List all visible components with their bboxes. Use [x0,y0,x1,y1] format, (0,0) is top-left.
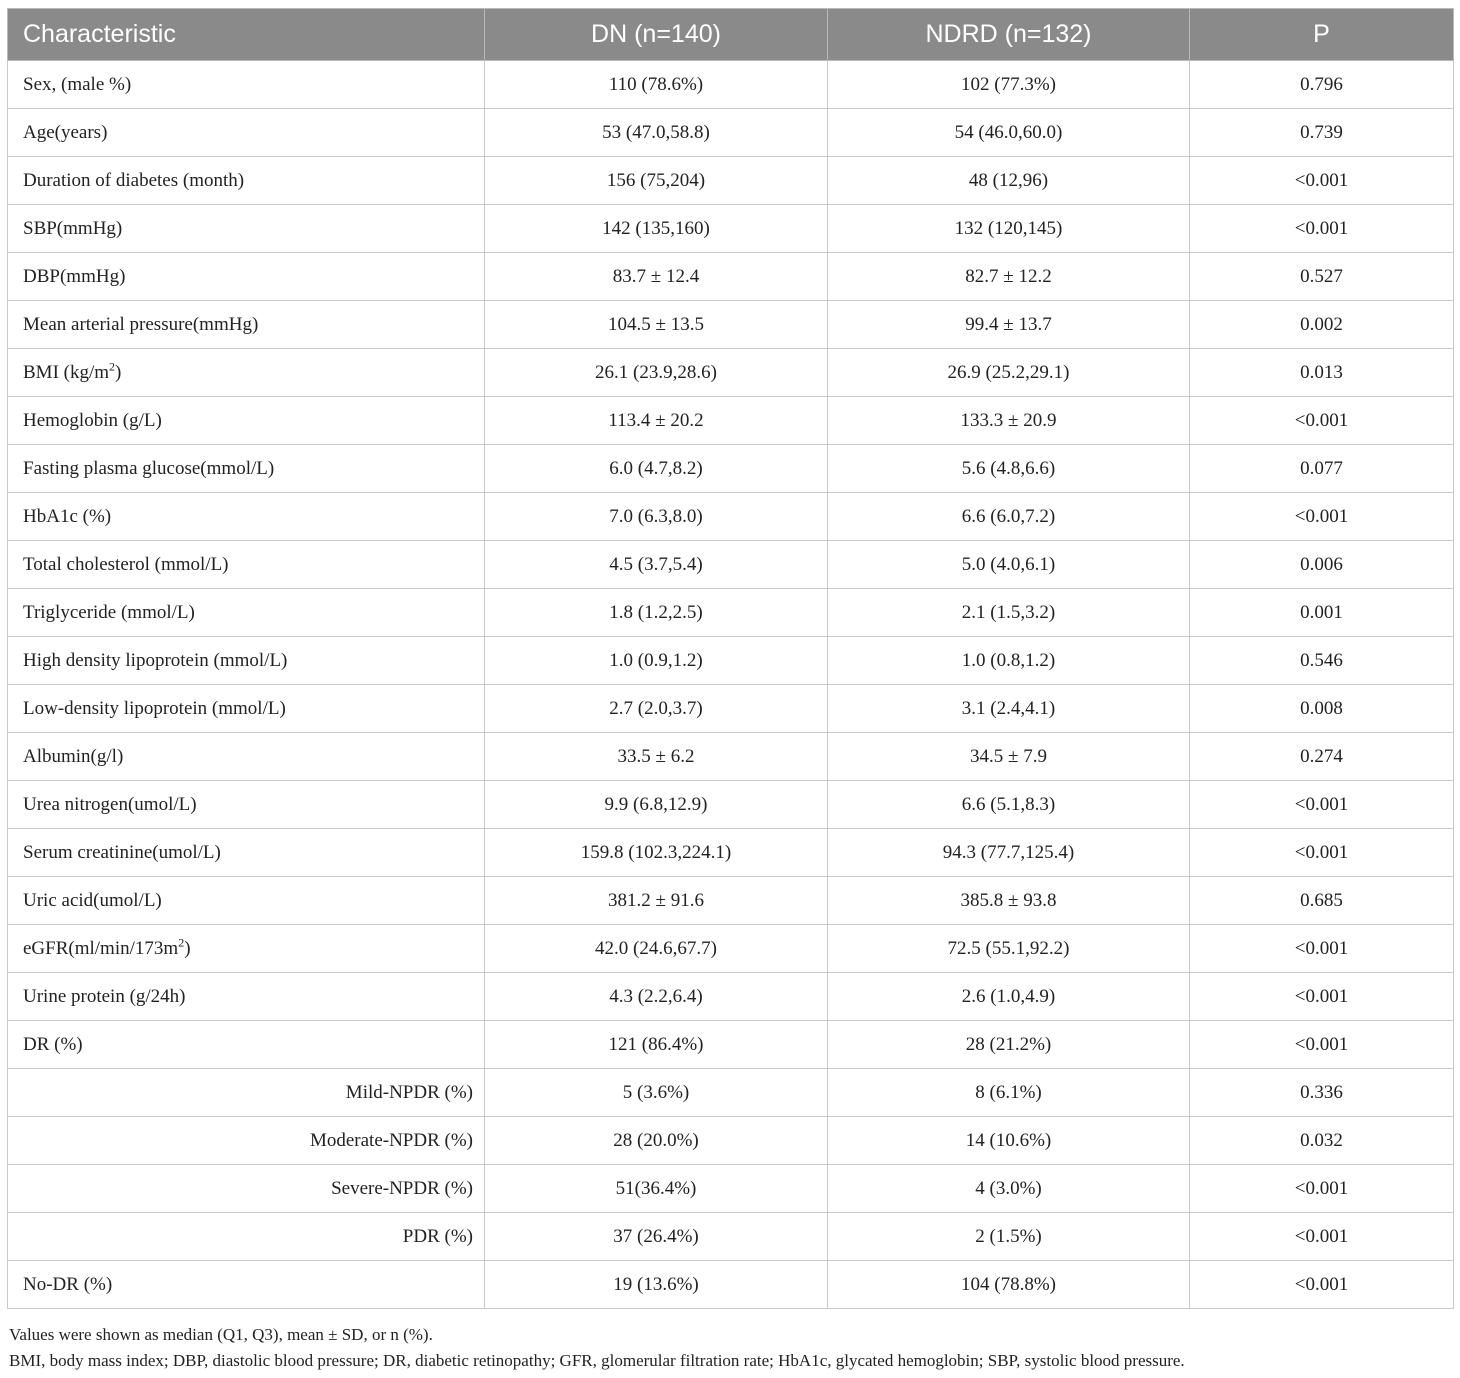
dn-value-cell: 104.5 ± 13.5 [485,301,828,349]
table-row [8,445,1454,493]
dn-value-cell: 83.7 ± 12.4 [485,253,828,301]
characteristic-cell [8,541,485,589]
table-header [8,9,1454,61]
characteristic-label: Urea nitrogen(umol/L) [23,793,197,815]
characteristic-label: Severe-NPDR (%) [331,1177,473,1199]
characteristic-label: Albumin(g/l) [23,745,124,767]
characteristic-label: SBP(mmHg) [23,217,123,239]
table-body [8,61,1454,1309]
dn-value-cell: 4.3 (2.2,6.4) [485,973,828,1021]
table-row [8,1261,1454,1309]
table-row [8,61,1454,109]
table-row [8,109,1454,157]
table-row [8,1213,1454,1261]
characteristic-label: High density lipoprotein (mmol/L) [23,649,288,671]
characteristic-cell [8,61,485,109]
p-value-cell: 0.796 [1190,61,1454,109]
p-value-cell: <0.001 [1190,1021,1454,1069]
ndrd-value-cell: 104 (78.8%) [828,1261,1190,1309]
table-row [8,301,1454,349]
p-value-cell: <0.001 [1190,205,1454,253]
dn-value-cell: 33.5 ± 6.2 [485,733,828,781]
characteristic-label: Mean arterial pressure(mmHg) [23,313,259,335]
dn-value-cell: 28 (20.0%) [485,1117,828,1165]
table-row [8,205,1454,253]
table-row [8,1021,1454,1069]
ndrd-value-cell: 14 (10.6%) [828,1117,1190,1165]
table-row [8,973,1454,1021]
characteristic-label: No-DR (%) [23,1273,113,1295]
p-value-cell: <0.001 [1190,973,1454,1021]
p-value-cell: <0.001 [1190,493,1454,541]
ndrd-value-cell: 26.9 (25.2,29.1) [828,349,1190,397]
characteristic-cell [8,1165,485,1213]
characteristic-label: Uric acid(umol/L) [23,889,162,911]
characteristic-cell [8,589,485,637]
superscript: 2 [178,935,185,950]
dn-value-cell: 1.0 (0.9,1.2) [485,637,828,685]
characteristic-cell [8,493,485,541]
ndrd-value-cell: 8 (6.1%) [828,1069,1190,1117]
p-value-cell: 0.002 [1190,301,1454,349]
characteristic-cell [8,301,485,349]
p-value-cell: <0.001 [1190,925,1454,973]
characteristic-label: BMI (kg/m [23,361,110,383]
dn-value-cell: 9.9 (6.8,12.9) [485,781,828,829]
dn-value-cell: 156 (75,204) [485,157,828,205]
table-row [8,541,1454,589]
table-row [8,877,1454,925]
p-value-cell: <0.001 [1190,397,1454,445]
table-row [8,685,1454,733]
dn-value-cell: 26.1 (23.9,28.6) [485,349,828,397]
characteristic-label-suffix: ) [184,937,191,959]
ndrd-value-cell: 2 (1.5%) [828,1213,1190,1261]
characteristic-cell [8,637,485,685]
characteristic-cell [8,1021,485,1069]
table-row [8,589,1454,637]
p-value-cell: <0.001 [1190,1165,1454,1213]
characteristic-cell [8,685,485,733]
characteristic-cell [8,781,485,829]
footnote-values: Values were shown as median (Q1, Q3), mean ± SD, or n (%). [9,1325,433,1344]
ndrd-value-cell: 34.5 ± 7.9 [828,733,1190,781]
characteristic-cell [8,1069,485,1117]
table-row [8,1117,1454,1165]
ndrd-value-cell: 132 (120,145) [828,205,1190,253]
table-row [8,829,1454,877]
dn-value-cell: 381.2 ± 91.6 [485,877,828,925]
characteristic-label: PDR (%) [402,1225,473,1247]
dn-value-cell: 4.5 (3.7,5.4) [485,541,828,589]
p-value-cell: 0.336 [1190,1069,1454,1117]
characteristics-table-container [7,8,1453,1309]
ndrd-value-cell: 5.0 (4.0,6.1) [828,541,1190,589]
dn-value-cell: 53 (47.0,58.8) [485,109,828,157]
dn-value-cell: 19 (13.6%) [485,1261,828,1309]
characteristic-cell [8,973,485,1021]
characteristic-label: Hemoglobin (g/L) [23,409,162,431]
dn-value-cell: 5 (3.6%) [485,1069,828,1117]
p-value-cell: 0.032 [1190,1117,1454,1165]
ndrd-value-cell: 5.6 (4.8,6.6) [828,445,1190,493]
p-value-cell: <0.001 [1190,157,1454,205]
p-value-cell: 0.013 [1190,349,1454,397]
header-dn: DN (n=140) [485,9,828,61]
ndrd-value-cell: 2.1 (1.5,3.2) [828,589,1190,637]
table-row [8,925,1454,973]
ndrd-value-cell: 2.6 (1.0,4.9) [828,973,1190,1021]
ndrd-value-cell: 102 (77.3%) [828,61,1190,109]
header-row [8,9,1454,61]
characteristic-label-suffix: ) [115,361,122,383]
header-ndrd: NDRD (n=132) [828,9,1190,61]
characteristic-label: Triglyceride (mmol/L) [23,601,195,623]
p-value-cell: 0.546 [1190,637,1454,685]
ndrd-value-cell: 133.3 ± 20.9 [828,397,1190,445]
p-value-cell: 0.077 [1190,445,1454,493]
dn-value-cell: 1.8 (1.2,2.5) [485,589,828,637]
p-value-cell: <0.001 [1190,829,1454,877]
table-row [8,397,1454,445]
p-value-cell: 0.274 [1190,733,1454,781]
ndrd-value-cell: 99.4 ± 13.7 [828,301,1190,349]
characteristic-label: Mild-NPDR (%) [345,1081,473,1103]
ndrd-value-cell: 6.6 (5.1,8.3) [828,781,1190,829]
characteristic-cell [8,397,485,445]
characteristic-cell [8,1261,485,1309]
characteristic-label: Fasting plasma glucose(mmol/L) [23,457,275,479]
characteristic-label: Moderate-NPDR (%) [309,1129,473,1151]
footnote-abbreviations: BMI, body mass index; DBP, diastolic blood pressure; DR, diabetic retinopathy; GFR, glomerular filtration rate; HbA1c, glycated hemoglobin; SBP, systolic blood pressure. [9,1351,1185,1370]
table-footnotes [9,1322,1449,1374]
characteristic-cell [8,445,485,493]
characteristic-cell [8,733,485,781]
characteristic-cell [8,109,485,157]
ndrd-value-cell: 72.5 (55.1,92.2) [828,925,1190,973]
ndrd-value-cell: 82.7 ± 12.2 [828,253,1190,301]
characteristic-cell [8,253,485,301]
characteristic-cell [8,157,485,205]
characteristic-label: Serum creatinine(umol/L) [23,841,221,863]
dn-value-cell: 6.0 (4.7,8.2) [485,445,828,493]
p-value-cell: 0.001 [1190,589,1454,637]
ndrd-value-cell: 28 (21.2%) [828,1021,1190,1069]
ndrd-value-cell: 385.8 ± 93.8 [828,877,1190,925]
header-p: P [1190,9,1454,61]
characteristic-cell [8,829,485,877]
characteristic-cell [8,1117,485,1165]
p-value-cell: <0.001 [1190,1213,1454,1261]
characteristic-label: Sex, (male %) [23,73,132,95]
dn-value-cell: 113.4 ± 20.2 [485,397,828,445]
characteristic-label: Duration of diabetes (month) [23,169,245,191]
ndrd-value-cell: 3.1 (2.4,4.1) [828,685,1190,733]
p-value-cell: 0.685 [1190,877,1454,925]
ndrd-value-cell: 4 (3.0%) [828,1165,1190,1213]
characteristic-label: Urine protein (g/24h) [23,985,186,1007]
characteristic-label: Total cholesterol (mmol/L) [23,553,229,575]
p-value-cell: 0.008 [1190,685,1454,733]
superscript: 2 [109,359,116,374]
table-row [8,253,1454,301]
characteristic-label: DR (%) [23,1033,83,1055]
ndrd-value-cell: 6.6 (6.0,7.2) [828,493,1190,541]
p-value-cell: 0.739 [1190,109,1454,157]
characteristic-label: eGFR(ml/min/173m [23,937,179,959]
characteristic-cell [8,205,485,253]
p-value-cell: <0.001 [1190,1261,1454,1309]
dn-value-cell: 110 (78.6%) [485,61,828,109]
ndrd-value-cell: 54 (46.0,60.0) [828,109,1190,157]
dn-value-cell: 159.8 (102.3,224.1) [485,829,828,877]
table-row [8,1165,1454,1213]
characteristic-label: Low-density lipoprotein (mmol/L) [23,697,286,719]
table-row [8,637,1454,685]
dn-value-cell: 51(36.4%) [485,1165,828,1213]
dn-value-cell: 37 (26.4%) [485,1213,828,1261]
table-row [8,349,1454,397]
table-row [8,1069,1454,1117]
table-row [8,493,1454,541]
dn-value-cell: 7.0 (6.3,8.0) [485,493,828,541]
characteristics-table [7,8,1454,1309]
table-row [8,157,1454,205]
ndrd-value-cell: 94.3 (77.7,125.4) [828,829,1190,877]
ndrd-value-cell: 1.0 (0.8,1.2) [828,637,1190,685]
characteristic-cell [8,349,485,397]
dn-value-cell: 121 (86.4%) [485,1021,828,1069]
characteristic-cell [8,877,485,925]
table-row [8,781,1454,829]
ndrd-value-cell: 48 (12,96) [828,157,1190,205]
characteristic-label: Age(years) [23,121,108,143]
characteristic-cell [8,925,485,973]
dn-value-cell: 2.7 (2.0,3.7) [485,685,828,733]
dn-value-cell: 142 (135,160) [485,205,828,253]
characteristic-label: HbA1c (%) [23,505,112,527]
table-row [8,733,1454,781]
header-characteristic: Characteristic [8,9,485,61]
characteristic-label: DBP(mmHg) [23,265,126,287]
p-value-cell: 0.006 [1190,541,1454,589]
p-value-cell: 0.527 [1190,253,1454,301]
p-value-cell: <0.001 [1190,781,1454,829]
dn-value-cell: 42.0 (24.6,67.7) [485,925,828,973]
characteristic-cell [8,1213,485,1261]
